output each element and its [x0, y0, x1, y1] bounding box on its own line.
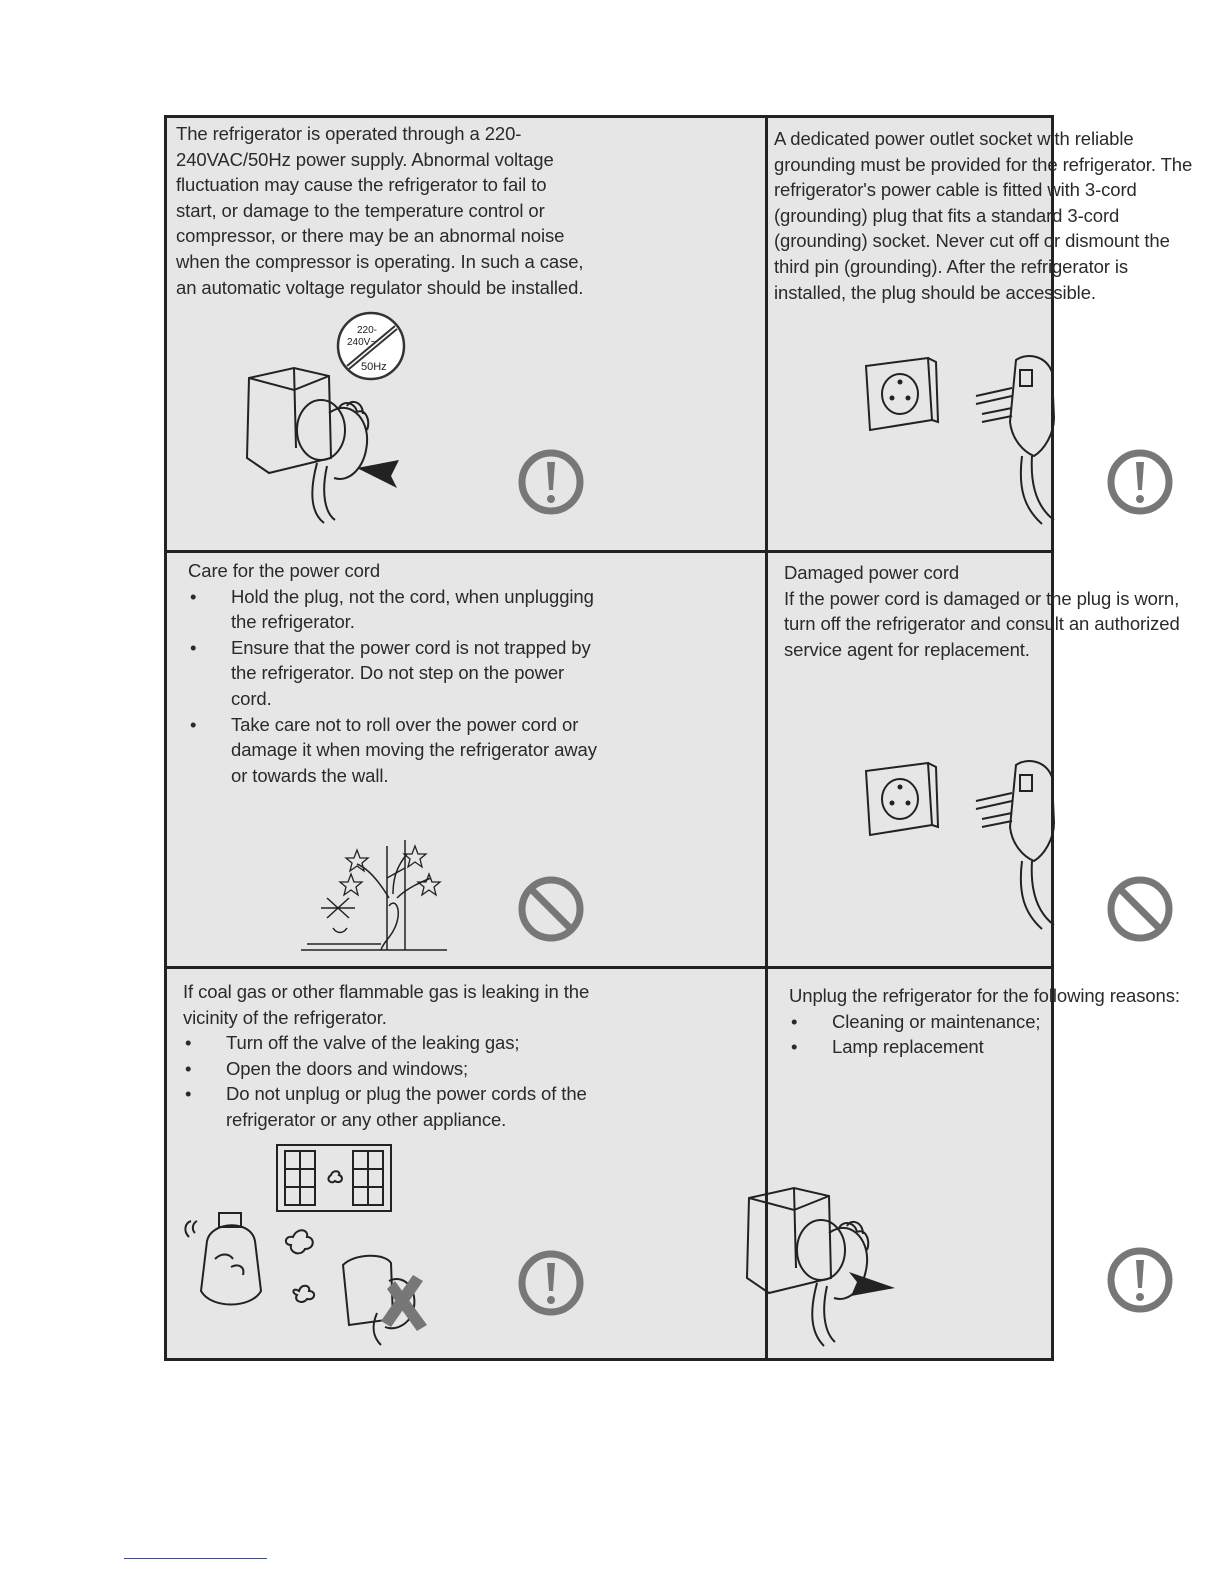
list-item: • Do not unplug or plug the power cords of the refrigerator or any other appliance. — [183, 1081, 593, 1132]
damaged-cord-content — [784, 560, 1209, 662]
warning-exclamation-icon — [1106, 1246, 1174, 1314]
damaged-cord-text: If the power cord is damaged or the plug is worn, turn off the refrigerator and consult an authorized service agent for replacement. — [784, 587, 1180, 660]
grounded-plug-illustration — [968, 348, 1078, 528]
care-cord-title: Care for the power cord — [188, 560, 381, 581]
plug-removal-illustration — [739, 1158, 919, 1348]
cell-power-supply — [167, 118, 765, 550]
gas-leak-illustration — [181, 1141, 441, 1346]
warning-exclamation-icon — [517, 448, 585, 516]
list-item: • Cleaning or maintenance; — [789, 1009, 1219, 1035]
prohibited-icon — [517, 875, 585, 943]
cell-damaged-power-cord — [768, 553, 1180, 966]
grounded-plug-illustration — [968, 753, 1078, 933]
refrigerator-cord-illustration — [297, 838, 452, 960]
prohibited-icon — [1106, 875, 1174, 943]
safety-grid — [164, 115, 1193, 1361]
list-item: • Ensure that the power cord is not trapped by the refrigerator. Do not step on the power cord. — [188, 635, 598, 712]
gas-leak-list — [183, 1030, 593, 1132]
warning-exclamation-icon — [1106, 448, 1174, 516]
warning-exclamation-icon — [517, 1249, 585, 1317]
list-item: • Turn off the valve of the leaking gas; — [183, 1030, 593, 1056]
cell-gas-leak — [167, 969, 765, 1358]
power-supply-text: The refrigerator is operated through a 220-240VAC/50Hz power supply. Abnormal voltage fluctuation may cause the refrigerator to fail to start, or damage to the temperature control or compressor, or there may be an abnormal noise when the compressor is operating. In such a case, an automatic voltage regulator should be installed. — [176, 123, 584, 298]
badge-frequency: 50Hz — [361, 361, 387, 373]
damaged-cord-title: Damaged power cord — [784, 562, 960, 583]
unplug-list — [789, 1009, 1219, 1060]
outlet-illustration-area — [768, 298, 1054, 550]
wall-socket-illustration — [862, 757, 942, 841]
list-item: • Hold the plug, not the cord, when unplugging the refrigerator. — [188, 584, 598, 635]
gas-leak-content — [183, 979, 593, 1133]
care-cord-content — [188, 558, 598, 788]
unplug-content — [789, 983, 1219, 1060]
list-item: • Open the doors and windows; — [183, 1056, 593, 1082]
outlet-text: A dedicated power outlet socket with reliable grounding must be provided for the refrigerator. The refrigerator's power cable is fitted with 3-cord (grounding) plug that fits a standard 3-cord (grounding) socket. Never cut off or dismount the third pin (grounding). After the refrigerator is installed, the plug should be accessible. — [774, 128, 1193, 303]
footnote-divider — [124, 1558, 267, 1559]
wall-socket-illustration — [862, 352, 942, 436]
badge-voltage-mid: 240V~ — [347, 337, 377, 348]
list-item: • Take care not to roll over the power cord or damage it when moving the refrigerator away or towards the wall. — [188, 712, 598, 789]
voltage-badge — [335, 310, 407, 382]
cell-care-power-cord — [167, 553, 765, 966]
list-item: • Lamp replacement — [789, 1034, 1219, 1060]
gas-leak-intro: If coal gas or other flammable gas is leaking in the vicinity of the refrigerator. — [183, 981, 590, 1028]
unplug-intro: Unplug the refrigerator for the following reasons: — [789, 985, 1180, 1006]
care-cord-list — [188, 584, 598, 789]
badge-voltage-top: 220- — [357, 325, 378, 336]
